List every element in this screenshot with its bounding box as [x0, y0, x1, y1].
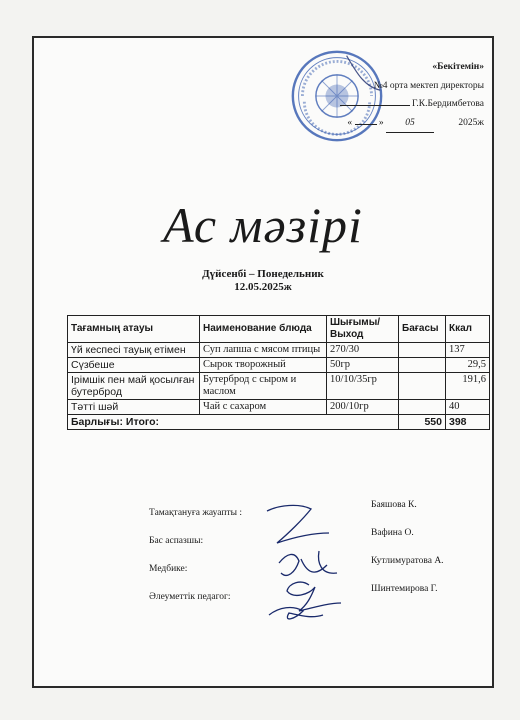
- menu-subtitle: [34, 268, 492, 294]
- approval-name: Г.К.Бердимбетова: [411, 99, 484, 109]
- row-ru-name: Бутерброд с сыром и маслом: [200, 373, 327, 400]
- row-kcal: 40: [446, 400, 490, 415]
- approval-block: [340, 58, 484, 133]
- row-output: 270/30: [327, 343, 399, 358]
- signature-person: Баяшова К.: [371, 500, 417, 510]
- row-kz-name: Сүзбеше: [68, 358, 200, 373]
- signature-person: Кутлимуратова А.: [371, 556, 444, 566]
- header-ru-name: Наименование блюда: [200, 316, 327, 343]
- row-price: [399, 373, 446, 400]
- header-output: Шығымы/ Выход: [327, 316, 399, 343]
- header-price: Бағасы: [399, 316, 446, 343]
- table-total-row: [68, 415, 490, 430]
- table-header-row: [68, 316, 490, 343]
- total-price: 550: [399, 415, 446, 430]
- row-price: [399, 343, 446, 358]
- signature-role: Медбике:: [149, 564, 188, 574]
- total-kcal: 398: [446, 415, 490, 430]
- row-ru-name: Сырок творожный: [200, 358, 327, 373]
- signature-row: [149, 500, 469, 536]
- approval-title: «Бекітемін»: [432, 62, 484, 72]
- row-kz-name: Үй кеспесі тауық етімен: [68, 343, 200, 358]
- signature-row: [149, 584, 469, 620]
- row-output: 50гр: [327, 358, 399, 373]
- row-ru-name: Суп лапша с мясом птицы: [200, 343, 327, 358]
- menu-date: 12.05.2025ж: [234, 281, 292, 293]
- row-kcal: 191,6: [446, 373, 490, 400]
- row-kz-name: Тәтті шәй: [68, 400, 200, 415]
- row-price: [399, 400, 446, 415]
- menu-sheet: [32, 36, 494, 688]
- signatures-block: [149, 500, 469, 620]
- page-title: Ас мәзірі: [163, 197, 363, 253]
- signature-role: Әлеуметтік педагог:: [149, 592, 231, 602]
- row-price: [399, 358, 446, 373]
- header-kz-name: Тағамның атауы: [68, 316, 200, 343]
- approval-name-line: [340, 95, 484, 114]
- table-row: [68, 373, 490, 400]
- approval-date-close: »: [378, 117, 384, 128]
- menu-day: Дүйсенбі – Понедельник: [202, 268, 324, 280]
- approval-date-year: 2025ж: [458, 117, 484, 128]
- approval-date-month: 05: [386, 114, 434, 134]
- row-ru-name: Чай с сахаром: [200, 400, 327, 415]
- table-row: [68, 400, 490, 415]
- table-row: [68, 343, 490, 358]
- row-kcal: 137: [446, 343, 490, 358]
- row-kz-name: Ірімшік пен май қосылған бутерброд: [68, 373, 200, 400]
- approval-date-line: [340, 114, 484, 134]
- signature-person: Шинтемирова Г.: [371, 584, 438, 594]
- table-row: [68, 358, 490, 373]
- approval-position: №4 орта мектеп директоры: [373, 80, 484, 91]
- signature-person: Вафина О.: [371, 528, 414, 538]
- signature-role: Тамақтануға жауапты :: [149, 508, 243, 518]
- approval-date-open: «: [347, 117, 353, 128]
- row-output: 200/10гр: [327, 400, 399, 415]
- signature-role: Бас аспазшы:: [149, 536, 204, 546]
- row-output: 10/10/35гр: [327, 373, 399, 400]
- menu-table: [67, 315, 490, 430]
- row-kcal: 29,5: [446, 358, 490, 373]
- total-label: Барлығы: Итого:: [68, 415, 399, 430]
- header-kcal: Ккал: [446, 316, 490, 343]
- approval-date-day: [355, 124, 377, 125]
